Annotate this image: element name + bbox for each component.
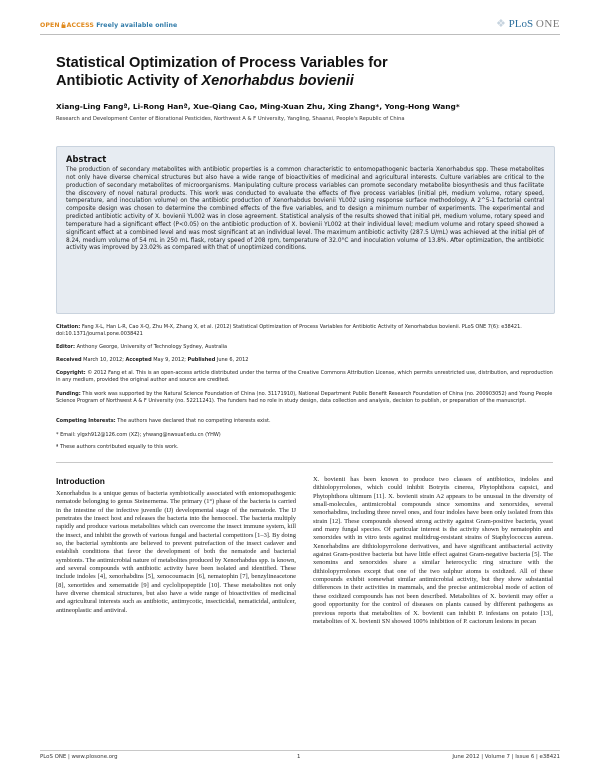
received-date: March 10, 2012; xyxy=(81,357,126,363)
intro-right-column: X. bovienii has been known to produce two classes of antibiotics, indoles and dithiolopyrrolones, which could inhibit Botrytis cinerea, Phytophthora capsici, and Phytophthora ultimum [11]. X. bovienii strain A2 appears to be unusual in the diversity of small-molecules, antimicrobial compounds since xenomins and xenorxides, several xenorhabdins, including three novel ones, and four indoles have been only isolated from this strain [12]. These compounds showed strong activity against Gram-positive bacteria, yeast and many fungal species. Of particular interest is the activity shown by nematophin and xenorxides with in vitro tests against multidrug-resistant strains of Staphylococcus aureus. Xenorhabdins are dithiolopyrrolone derivatives, and have significant antibacterial activity against Gram-positive bacteria but have little effect against Gram-negative bacteria [5]. The xenomins and xenorxides share a similar heterocyclic ring structure with the dithiolopyrrolones except that one of the two sulphur atoms is oxidized. All of these compounds exhibit somewhat similar antimicrobial activity, but they show substantial differences in their activities in mammals, and the precise antimicrobial mode of action of these oxidized compounds has not been described. Metabolites of X. bovienii may offer a good opportunity for the control of diseases on plants caused by different pathogens as previous reports that metabolites of X. bovienii can inhibit P. infestans on potato [13], metabolites of X. bovienii SN showed 100% inhibition of P. cactorum lesions in pecan xyxy=(313,476,553,625)
intro-left-column: Xenorhabdus is a unique genus of bacteria symbiotically associated with entomopathogenic nematode belonging to genus Steinernema. The primary (1°) phase of the bacteria is carried in the intestine of the infective juvenile (IJ) developmental stage of the nematode. The IJ penetrates the insect host and releases the bacteria into the hemocoel. The bacteria multiply rapidly and produce various metabolites which can overcome the insect immune system, kill the insect, and inhibit the growth of various fungal and bacterial competitors [1–3]. By doing so, the bacterial symbionts are believed to prevent putrefaction of the insect cadaver and establish conditions that favor the development of both the nematode and bacterial symbionts. The antimicrobial nature of metabolites produced by Xenorhabdus spp. is known, and several compounds with antibiotic activity have been isolated and identified. These include indoles [4], xenorhabdins [5], xenocoumacin [6], nematophin [7], benzylineacetone [8], xenortides and xenematide [9] and cyclolipopeptide [10]. These metabolites not only have diverse chemical structures, but also have a wide range of bioactivities of medicinal and agricultural interests such as antibiotic, antimycotic, insecticidal, nematicidal, antiulcer, antineoplastic and antiviral. xyxy=(56,490,296,614)
title-line-2 xyxy=(56,72,556,90)
footer-divider xyxy=(40,750,560,751)
funding-text: This work was supported by the Natural Science Foundation of China (no. 31171910), National Department Public Benefit Research Foundation of China (no. 200903052) and Young People Science Program of Northwest A & F University (no. 52211241). The funders had no role in study design, data collection and analysis, decision to publish, or preparation of the manuscript. xyxy=(56,391,553,404)
open-access-label: OPEN xyxy=(40,22,60,29)
title-species: Xenorhabdus bovienii xyxy=(201,73,354,89)
header-divider xyxy=(40,34,560,35)
contact-email[interactable]: * Email: ylgxh912@126.com (XZ); yhwang@nwsuaf.edu.cn (YHW) xyxy=(56,432,221,438)
access-label: ACCESS xyxy=(66,22,94,29)
funding-label: Funding: xyxy=(56,391,81,397)
published-label: Published xyxy=(187,357,216,363)
title-line-1: Statistical Optimization of Process Variables for xyxy=(56,55,388,71)
copyright-text: © 2012 Fang et al. This is an open-access article distributed under the terms of the Creative Commons Attribution License, which permits unrestricted use, distribution, and reproduction in any medium, provided the original author and source are credited. xyxy=(56,370,553,383)
competing-interests xyxy=(56,418,553,425)
copyright xyxy=(56,370,553,383)
copyright-label: Copyright: xyxy=(56,370,86,376)
accepted-label: Accepted xyxy=(125,357,152,363)
footer-issue-info: June 2012 | Volume 7 | Issue 6 | e38421 xyxy=(452,754,560,760)
author-list: Xiang-Ling Fangª, Li-Rong Hanª, Xue-Qiang Cao, Ming-Xuan Zhu, Xing Zhang*, Yong-Hong Wang* xyxy=(56,102,460,111)
editor-label: Editor: xyxy=(56,344,75,350)
article-title xyxy=(56,54,556,90)
page-number: 1 xyxy=(297,754,301,760)
citation-label: Citation: xyxy=(56,324,81,330)
received-label: Received xyxy=(56,357,82,363)
citation xyxy=(56,324,553,337)
editor xyxy=(56,344,553,351)
abstract-text: The production of secondary metabolites with antibiotic properties is a common characteristic to entomopathogenic bacteria Xenorhabdus spp. These metabolites not only have diverse chemical structures but also have a wide range of bioactivities of medicinal and agricultural interests. Culture variables are critical to the production of secondary metabolites of microorganisms. Manipulating culture process variables can promote secondary metabolite biosynthesis and thus facilitate the discovery of novel natural products. This work was conducted to evaluate the effects of five process variables (initial pH, medium volume, rotary speed, temperature, and inoculation volume) on the antibiotic production of Xenorhabdus bovienii YL002 using response surface methodology. A 2^5-1 factorial central composite design was chosen to determine the combined effects of the five variables, and to design a minimum number of experiments. The experimental and predicted antibiotic activity of X. bovienii YL002 was in close agreement. Statistical analysis of the results showed that initial pH, medium volume, rotary speed and temperature had a significant effect (P<0.05) on the antibiotic production of X. bovienii YL002 at their individual level; medium volume and rotary speed showed a significant effect at a combined level and was most significant at an individual level. The maximum antibiotic activity (287.5 U/mL) was achieved at the initial pH of 8.24, medium volume of 54 mL in 250 mL flask, rotary speed of 208 rpm, temperature of 32.0°C and inoculation volume of 13.8%. After optimization, the antibiotic activity was improved by 23.02% as compared with that of unoptimized conditions. xyxy=(66,167,544,252)
introduction-heading: Introduction xyxy=(56,476,105,486)
accepted-date: May 9, 2012; xyxy=(151,357,188,363)
dates xyxy=(56,357,553,364)
section-divider xyxy=(56,462,553,463)
title-prefix: Antibiotic Activity of xyxy=(56,73,202,89)
footer-journal-link[interactable]: PLoS ONE | www.plosone.org xyxy=(40,754,118,760)
logo-one-text: ONE xyxy=(535,18,560,30)
equal-contribution-note: ª These authors contributed equally to this work. xyxy=(56,444,179,450)
logo-swirl-icon: ❖ xyxy=(496,18,506,30)
logo-plos-text: PLoS xyxy=(508,18,534,30)
open-lock-icon xyxy=(61,22,66,28)
funding xyxy=(56,391,553,404)
affiliation: Research and Development Center of Biorational Pesticides, Northwest A & F University, Yangling, Shaanxi, People's Republic of China xyxy=(56,116,405,122)
abstract-heading: Abstract xyxy=(66,154,107,164)
freely-available-label: Freely available online xyxy=(96,22,178,29)
citation-text: Fang X-L, Han L-R, Cao X-Q, Zhu M-X, Zhang X, et al. (2012) Statistical Optimization of Process Variables for Antibiotic Activity of Xenorhabdus bovienii. PLoS ONE 7(6): e38421. doi:10.1371/journal.pone.0038421 xyxy=(56,324,522,337)
competing-label: Competing Interests: xyxy=(56,418,116,424)
published-date: June 6, 2012 xyxy=(215,357,249,363)
competing-text: The authors have declared that no competing interests exist. xyxy=(115,418,271,424)
editor-text: Anthony George, University of Technology Sydney, Australia xyxy=(75,344,228,350)
open-access-badge xyxy=(40,22,177,29)
plos-one-logo[interactable] xyxy=(496,17,560,30)
